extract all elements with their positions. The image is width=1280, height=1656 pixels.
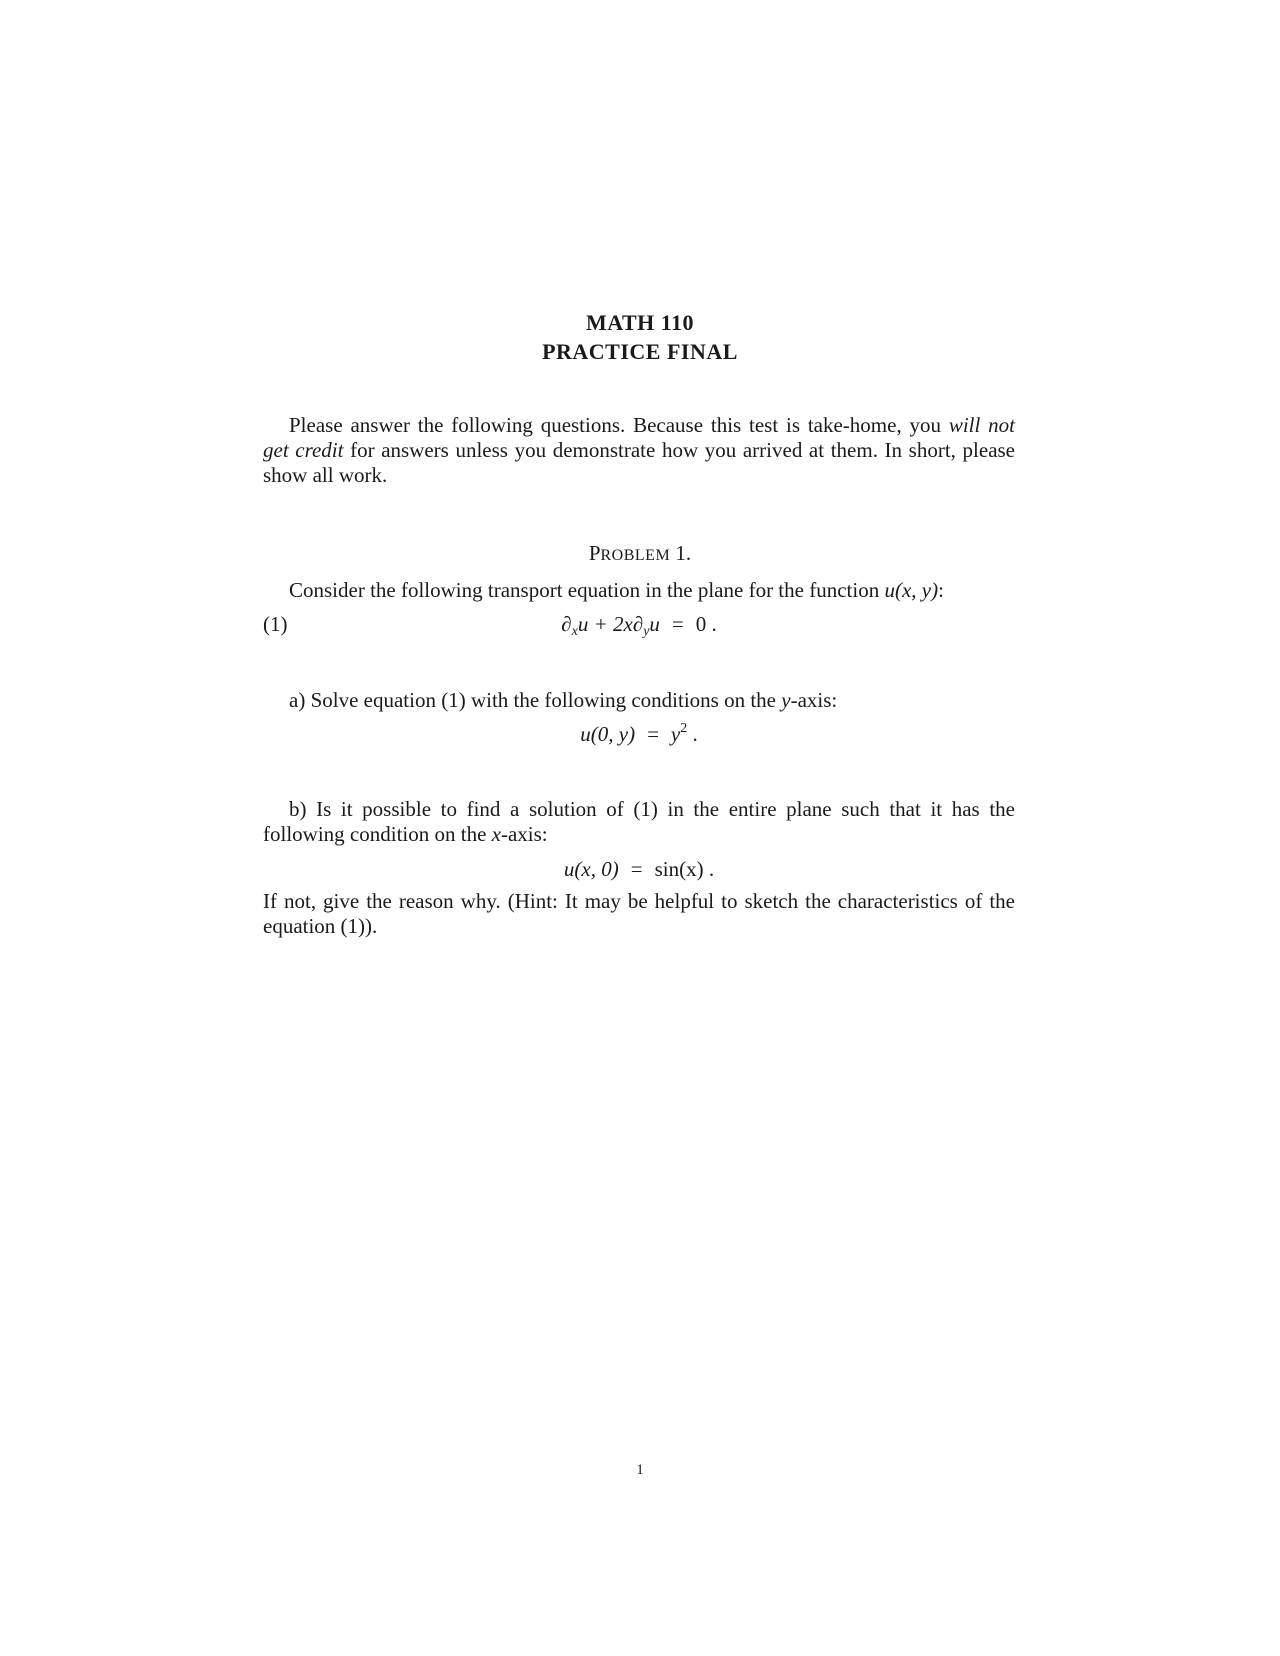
condition-a-eq: = xyxy=(647,722,659,746)
partial-sub-y: y xyxy=(643,624,650,639)
condition-b-eq: = xyxy=(630,857,643,881)
condition-a-end: . xyxy=(687,722,698,746)
instructions-text-1: Please answer the following questions. Because this test is take-home, you xyxy=(289,413,949,437)
part-b-condition-body xyxy=(263,857,1015,882)
intro-colon: : xyxy=(938,578,944,602)
equation-rhs: 0 . xyxy=(695,612,717,636)
condition-a-lhs: u(0, y) xyxy=(580,722,636,746)
part-b-before: b) Is it possible to find a solution of (1) in the entire plane such that it has the following condition on the xyxy=(263,797,1015,846)
equation-u: u xyxy=(649,612,660,636)
part-b-var: x xyxy=(491,822,501,846)
partial-sub-x: x xyxy=(571,624,578,639)
part-a-condition-body xyxy=(263,721,1015,747)
part-b-condition xyxy=(263,857,1015,885)
page-number: 1 xyxy=(636,1462,644,1478)
intro-text: Consider the following transport equation in the plane for the function xyxy=(289,578,885,602)
intro-function: u(x, y) xyxy=(884,578,939,602)
part-a-before: a) Solve equation (1) with the following conditions on the xyxy=(289,688,782,712)
equation-1 xyxy=(263,612,1015,640)
partial-symbol: ∂ xyxy=(561,612,572,636)
condition-a-rhs-base: y xyxy=(670,722,681,746)
instructions-text-2: for answers unless you demonstrate how you arrived at them. In short, please show all work. xyxy=(263,438,1016,487)
part-b-text xyxy=(263,797,1015,847)
part-a-text xyxy=(263,688,1015,713)
course-code: MATH 110 xyxy=(585,310,695,335)
part-b-after: -axis: xyxy=(500,822,548,846)
equation-body xyxy=(263,612,1015,640)
instructions-paragraph xyxy=(263,413,1015,488)
part-a-condition xyxy=(263,721,1015,749)
heading-smallcaps: ROBLEM xyxy=(600,547,671,564)
problem-1-intro xyxy=(263,578,1015,603)
heading-initial: P xyxy=(588,541,601,565)
equals-sign: = xyxy=(671,612,684,636)
part-a-after: -axis: xyxy=(790,688,838,712)
problem-1-heading xyxy=(0,541,1280,566)
part-b-followup: If not, give the reason why. (Hint: It may be helpful to sketch the characteristics of the equation (1)). xyxy=(263,889,1015,938)
condition-b-rhs: sin(x) . xyxy=(654,857,715,881)
condition-b-lhs: u(x, 0) xyxy=(563,857,619,881)
part-a-var: y xyxy=(781,688,791,712)
condition-a-exponent: 2 xyxy=(680,721,688,736)
exam-title: PRACTICE FINAL xyxy=(542,339,738,364)
heading-number: 1. xyxy=(675,541,692,565)
equation-term: u + 2x∂ xyxy=(577,612,644,636)
instructions-emphasis: will not get credit xyxy=(263,413,1015,462)
equation-number: (1) xyxy=(263,612,288,636)
title-block xyxy=(0,308,1280,366)
